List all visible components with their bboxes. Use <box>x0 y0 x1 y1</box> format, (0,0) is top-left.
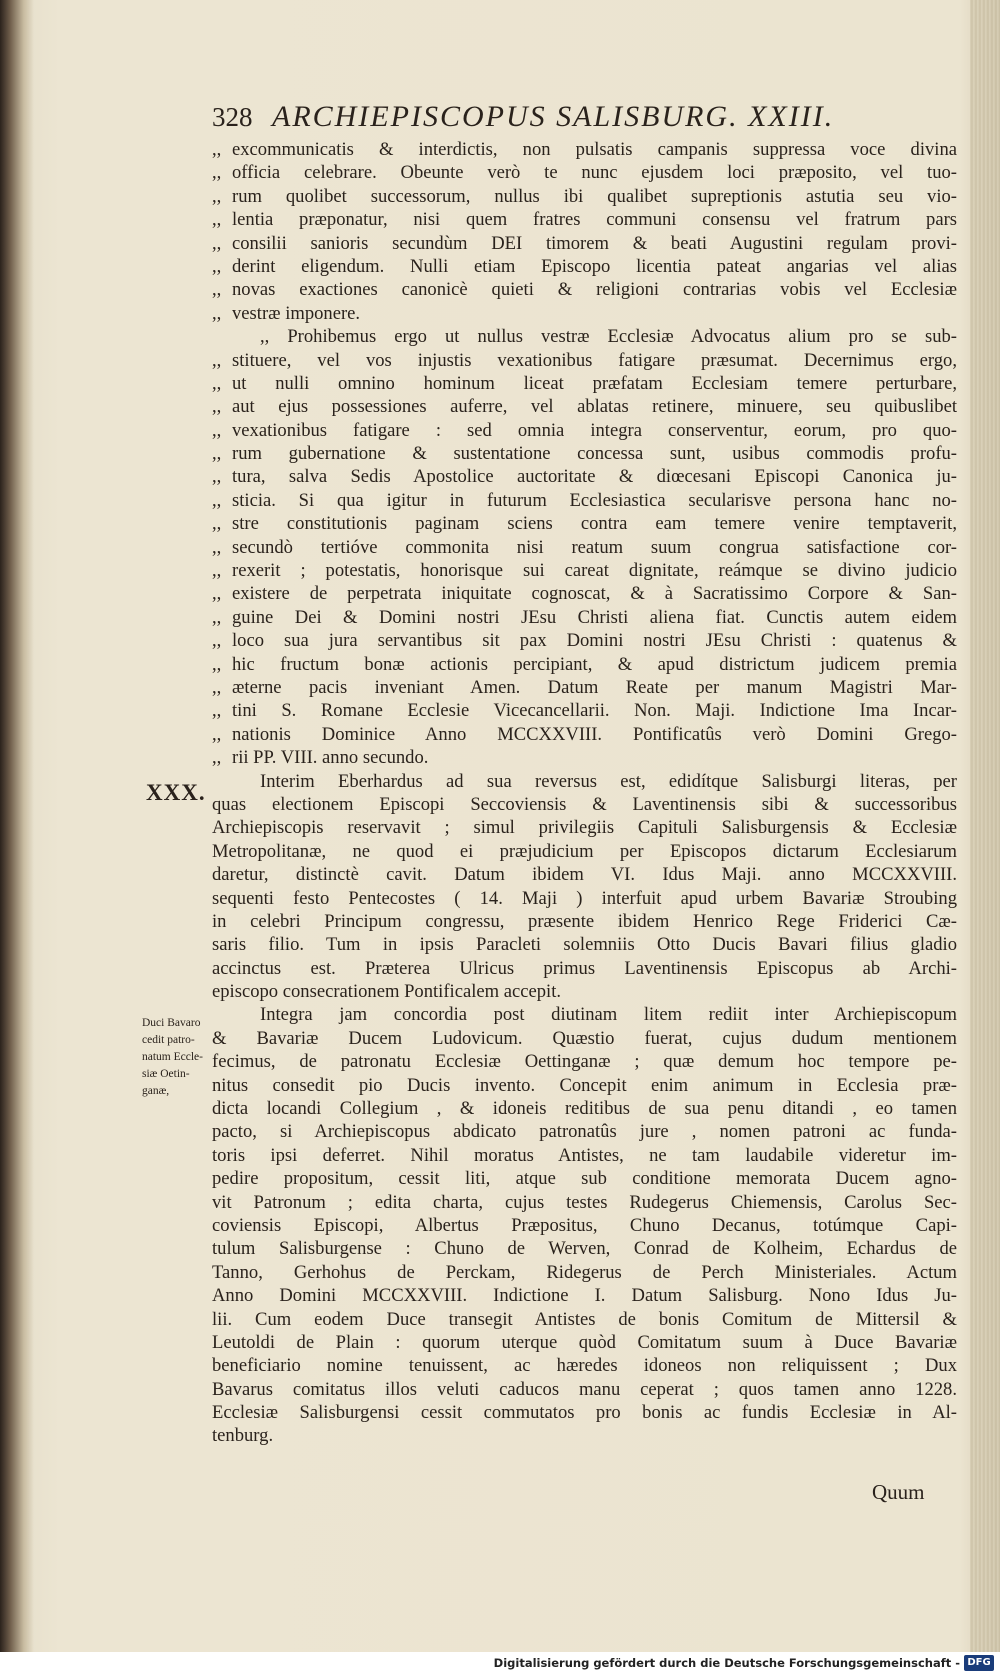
line-text: stre constitutionis paginam sciens contra eam temere venire temptaverit, <box>232 513 957 535</box>
text-line <box>212 746 957 769</box>
text-line <box>212 536 957 559</box>
dfg-logo-icon: DFG <box>964 1655 994 1671</box>
text-line <box>212 349 957 372</box>
text-line <box>212 325 957 348</box>
text-line <box>212 653 957 676</box>
text-line <box>212 887 957 910</box>
margin-note-line: siæ Oetin- <box>142 1068 190 1080</box>
text-line <box>212 1097 957 1120</box>
margin-note-line: natum Eccle- <box>142 1051 203 1063</box>
line-text: Archiepiscopis reservavit ; simul privilegiis Capituli Salisburgensis & Ecclesiæ <box>212 817 957 839</box>
text-line <box>212 606 957 629</box>
quote-mark: ,, <box>212 279 222 301</box>
line-text: guine Dei & Domini nostri JEsu Christi aliena fiat. Cunctis autem eidem <box>232 606 957 628</box>
line-text: tenburg. <box>212 1425 274 1447</box>
line-text: pedire propositum, cessit liti, atque sub conditione memorata Ducem agno- <box>212 1168 957 1190</box>
line-text: pacto, si Archiepiscopus abdicato patronatûs jure , nomen patroni ac funda- <box>212 1121 957 1143</box>
line-text: lentia præponatur, nisi quem fratres communi consensu vel fratrum pars <box>232 209 957 231</box>
quote-mark: ,, <box>212 419 222 441</box>
body-text <box>212 138 957 1448</box>
text-line <box>212 1284 957 1307</box>
text-line <box>212 208 957 231</box>
line-text: accinctus est. Præterea Ulricus primus Laventinensis Episcopus ab Archi- <box>212 957 957 979</box>
page-number: 328 <box>212 102 253 132</box>
quote-mark: ,, <box>212 606 222 628</box>
margin-note-line: ganæ, <box>142 1085 170 1097</box>
text-line <box>212 489 957 512</box>
text-line <box>212 1003 957 1026</box>
line-text: nitus consedit pio Ducis invento. Concepit enim animum in Ecclesia præ- <box>212 1074 957 1096</box>
line-text: Anno Domini MCCXXVIII. Indictione I. Datum Salisburg. Nono Idus Ju- <box>212 1285 957 1307</box>
quote-mark: ,, <box>212 536 222 558</box>
text-line <box>212 582 957 605</box>
text-line <box>212 302 957 325</box>
catchword: Quum <box>872 1480 925 1504</box>
line-text: episcopo consecrationem Pontificalem accepit. <box>212 981 562 1003</box>
quote-mark: ,, <box>212 489 222 511</box>
section-number: XXX. <box>146 780 206 805</box>
text-line <box>212 933 957 956</box>
text-line <box>212 1027 957 1050</box>
quote-mark: ,, <box>212 396 222 418</box>
text-line <box>212 1424 957 1447</box>
line-text: rii PP. VIII. anno secundo. <box>232 747 429 769</box>
text-line <box>212 1191 957 1214</box>
line-text: tulum Salisburgense : Chuno de Werven, Conrad de Kolheim, Echardus de <box>212 1238 957 1260</box>
line-text: in celebri Principum congressu, præsente ibidem Henrico Rege Friderici Cæ- <box>212 910 957 932</box>
line-text: consilii sanioris secundùm DEI timorem & beati Augustini regulam provi- <box>232 232 957 254</box>
footer-bar <box>0 1652 1000 1675</box>
quote-mark: ,, <box>212 302 222 324</box>
text-line <box>212 442 957 465</box>
text-line <box>212 395 957 418</box>
text-line <box>212 1214 957 1237</box>
line-text: beneficiario nomine tenuissent, ac hæredes idoneos non reliquissent ; Dux <box>212 1355 957 1377</box>
quote-mark: ,, <box>212 209 222 231</box>
text-line <box>212 699 957 722</box>
text-line <box>212 770 957 793</box>
line-text: saris filio. Tum in ipsis Paracleti solemniis Otto Ducis Bavari filius gladio <box>212 934 957 956</box>
quote-mark: ,, <box>212 653 222 675</box>
text-line <box>212 278 957 301</box>
text-line <box>212 629 957 652</box>
line-text: vexationibus fatigare : sed omnia integra conserventur, eorum, pro quo- <box>232 419 957 441</box>
line-text: aut ejus possessiones auferre, vel ablatas retinere, minuere, seu quibuslibet <box>232 396 957 418</box>
quote-mark: ,, <box>212 630 222 652</box>
document-page <box>34 0 984 1675</box>
text-line <box>212 676 957 699</box>
text-line <box>212 161 957 184</box>
text-line <box>212 980 957 1003</box>
line-text: Leutoldi de Plain : quorum uterque quòd Comitatum suum à Duce Bavariæ <box>212 1331 957 1353</box>
text-line <box>212 1050 957 1073</box>
line-text: stituere, vel vos injustis vexationibus fatigare præsumat. Decernimus ergo, <box>232 349 957 371</box>
quote-mark: ,, <box>212 676 222 698</box>
line-text: Metropolitanæ, ne quod ei præjudicium per Episcopos dictarum Ecclesiarum <box>212 840 957 862</box>
margin-note-line: Duci Bavaro <box>142 1017 201 1029</box>
text-line <box>212 840 957 863</box>
line-text: vit Patronum ; edita charta, cujus testes Rudegerus Chiemensis, Carolus Sec- <box>212 1191 957 1213</box>
line-text: æterne pacis inveniant Amen. Datum Reate per manum Magistri Mar- <box>232 676 957 698</box>
line-text: officia celebrare. Obeunte verò te nunc ejusdem loci præposito, vel tuo- <box>232 162 957 184</box>
text-line <box>212 723 957 746</box>
quote-mark: ,, <box>212 560 222 582</box>
text-line <box>212 957 957 980</box>
line-text: vestræ imponere. <box>232 302 361 324</box>
text-line <box>212 1378 957 1401</box>
line-text: toris ipsi deferret. Nihil moratus Antistes, ne tam laudabile videretur im- <box>212 1144 957 1166</box>
line-text: ut nulli omnino hominum liceat præfatam Ecclesiam temere perturbare, <box>232 372 957 394</box>
line-text: rum quolibet successorum, nullus ibi qualibet supreptionis astutia seu vio- <box>232 185 957 207</box>
text-line <box>212 816 957 839</box>
line-text: rum gubernatione & sustentatione concessa sunt, usibus commodis profu- <box>232 443 957 465</box>
line-text: novas exactiones canonicè quieti & religioni contrarias vobis vel Ecclesiæ <box>232 279 957 301</box>
text-line <box>212 465 957 488</box>
book-gutter <box>0 0 34 1675</box>
line-text: Ecclesiæ Salisburgensi cessit commutatos pro bonis ac fundis Ecclesiæ in Al- <box>212 1402 957 1424</box>
line-text: sequenti festo Pentecostes ( 14. Maji ) interfuit apud urbem Bavariæ Stroubing <box>212 887 957 909</box>
text-line <box>212 1237 957 1260</box>
line-text: excommunicatis & interdictis, non pulsatis campanis suppressa voce divina <box>232 139 957 160</box>
line-text: quas electionem Episcopi Seccoviensis & Laventinensis sibi & successoribus <box>212 793 957 815</box>
footer-credit: Digitalisierung gefördert durch die Deutsche Forschungsgemeinschaft - <box>493 1656 960 1670</box>
line-text: Tanno, Gerhohus de Perckam, Ridegerus de Perch Ministeriales. Actum <box>212 1261 957 1283</box>
line-text: rexerit ; potestatis, honorisque sui careat dignitate, reámque se divino judicio <box>232 560 957 582</box>
line-text: ,, Prohibemus ergo ut nullus vestræ Ecclesiæ Advocatus alium pro se sub- <box>260 326 957 348</box>
quote-mark: ,, <box>212 747 222 769</box>
quote-mark: ,, <box>212 162 222 184</box>
line-text: Integra jam concordia post diutinam litem rediit inter Archiepiscopum <box>260 1004 957 1026</box>
quote-mark: ,, <box>212 185 222 207</box>
quote-mark: ,, <box>212 349 222 371</box>
line-text: derint eligendum. Nulli etiam Episcopo licentia pateat angarias vel alias <box>232 255 957 277</box>
line-text: lii. Cum eodem Duce transegit Antistes de bonis Comitum de Mittersil & <box>212 1308 957 1330</box>
line-text: dicta locandi Collegium , & idoneis reditibus de sua penu ditandi , eo tamen <box>212 1098 957 1120</box>
text-line <box>212 1144 957 1167</box>
text-line <box>212 232 957 255</box>
text-line <box>212 793 957 816</box>
text-line <box>212 1261 957 1284</box>
line-text: secundò tertióve commonita nisi reatum suum congrua satisfactione cor- <box>232 536 957 558</box>
text-line <box>212 512 957 535</box>
line-text: coviensis Episcopi, Albertus Præpositus, Chuno Decanus, totúmque Capi- <box>212 1214 957 1236</box>
text-line <box>212 559 957 582</box>
quote-mark: ,, <box>212 723 222 745</box>
quote-mark: ,, <box>212 583 222 605</box>
text-line <box>212 1120 957 1143</box>
line-text: existere de perpetrata iniquitate cognoscat, & à Sacratissimo Corpore & San- <box>232 583 957 605</box>
text-line <box>212 1308 957 1331</box>
line-text: hic fructum bonæ actionis percipiant, & apud districtum judicem premia <box>232 653 957 675</box>
running-title: ARCHIEPISCOPUS SALISBURG. XXIII. <box>272 100 835 133</box>
quote-mark: ,, <box>212 443 222 465</box>
line-text: Bavarus comitatus illos veluti caducos manu ceperat ; quos tamen anno 1228. <box>212 1378 957 1400</box>
text-line <box>212 863 957 886</box>
line-text: Interim Eberhardus ad sua reversus est, edidítque Salisburgi literas, per <box>260 770 957 792</box>
line-text: sticia. Si qua igitur in futurum Ecclesiastica secularisve persona hanc no- <box>232 489 957 511</box>
text-line <box>212 1074 957 1097</box>
quote-mark: ,, <box>212 255 222 277</box>
text-line <box>212 1401 957 1424</box>
text-line <box>212 1354 957 1377</box>
quote-mark: ,, <box>212 372 222 394</box>
text-line <box>212 138 957 161</box>
quote-mark: ,, <box>212 700 222 722</box>
margin-note-line: cedit patro- <box>142 1034 195 1046</box>
text-line <box>212 910 957 933</box>
text-line <box>212 1331 957 1354</box>
text-line <box>212 372 957 395</box>
text-line <box>212 1167 957 1190</box>
quote-mark: ,, <box>212 466 222 488</box>
running-head <box>212 100 952 140</box>
line-text: daretur, distinctè cavit. Datum ibidem VI. Idus Maji. anno MCCXXVIII. <box>212 864 957 886</box>
quote-mark: ,, <box>212 232 222 254</box>
line-text: loco sua jura servantibus sit pax Domini nostri JEsu Christi : quatenus & <box>232 630 957 652</box>
quote-mark: ,, <box>212 513 222 535</box>
line-text: fecimus, de patronatu Ecclesiæ Oettinganæ ; quæ demum hoc tempore pe- <box>212 1051 957 1073</box>
line-text: nationis Dominice Anno MCCXXVIII. Pontificatûs verò Domini Grego- <box>232 723 957 745</box>
quote-mark: ,, <box>212 139 222 160</box>
line-text: tini S. Romane Ecclesie Vicecancellarii. Non. Maji. Indictione Ima Incar- <box>232 700 957 722</box>
text-line <box>212 255 957 278</box>
line-text: & Bavariæ Ducem Ludovicum. Quæstio fuerat, cujus dudum mentionem <box>212 1027 957 1049</box>
line-text: tura, salva Sedis Apostolice auctoritate & diœcesani Episcopi Canonica ju- <box>232 466 957 488</box>
margin-note <box>142 1015 220 1100</box>
text-line <box>212 185 957 208</box>
text-line <box>212 419 957 442</box>
